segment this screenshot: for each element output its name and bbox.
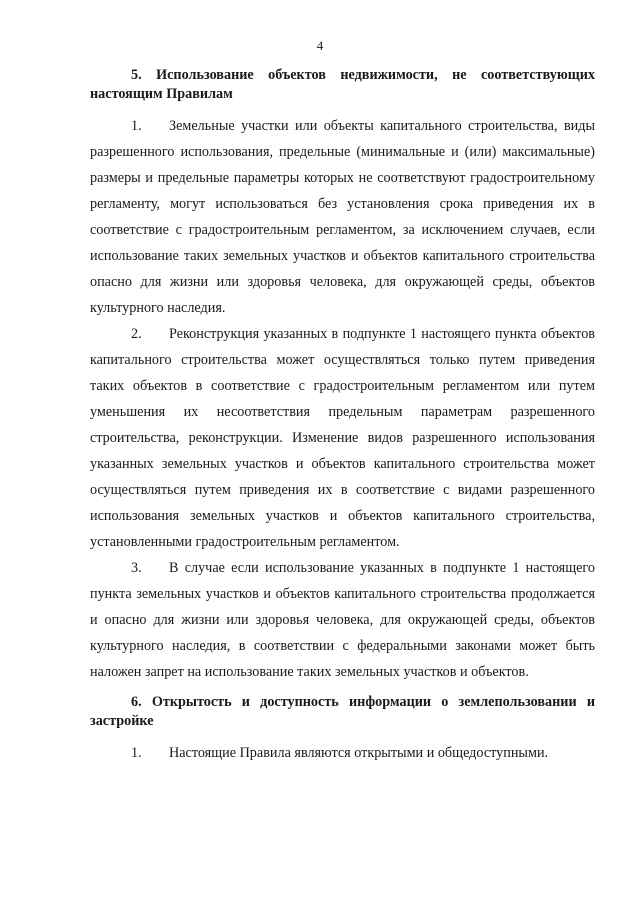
section-5-item-2 [90, 321, 595, 555]
page-number: 4 [316, 38, 324, 53]
item-number: 1. [131, 118, 142, 134]
page-content [90, 66, 595, 766]
item-number: 2. [131, 326, 142, 342]
item-text: Реконструкция указанных в подпункте 1 настоящего пункта объектов капитального строительства может осуществляться только путем приведения таких объектов в соответствие с градостроительным регламентом или путем уменьшения их несоответствия предельным параметрам разрешенного строительства, реконструкции. Изменение видов разрешенного использования указанных земельных участков и объектов капитального строительства может осуществляться путем приведения их в соответствие с видами разрешенного использования земельных участков и объектов капитального строительства, установленными градостроительным регламентом. [90, 326, 595, 550]
section-5-item-3 [90, 555, 595, 685]
section-5-item-1 [90, 113, 595, 321]
item-text: Земельные участки или объекты капитального строительства, виды разрешенного использования, предельные (минимальные и (или) максимальные) размеры и предельные параметры которых не соответствуют градостроительному регламенту, могут использоваться без установления срока приведения их в соответствие с градостроительным регламентом, за исключением случаев, если использование таких земельных участков и объектов капитального строительства опасно для жизни или здоровья человека, для окружающей среды, объектов культурного наследия. [90, 118, 595, 316]
item-text: Настоящие Правила являются открытыми и общедоступными. [169, 745, 549, 761]
section-5-heading: 5. Использование объектов недвижимости, не соответствующих настоящим Правилам [90, 67, 595, 102]
item-number: 3. [131, 560, 142, 576]
section-6-heading: 6. Открытость и доступность информации о землепользовании и застройке [90, 694, 595, 729]
item-text: В случае если использование указанных в подпункте 1 настоящего пункта земельных участков и объектов капитального строительства продолжается и опасно для жизни или здоровья человека, для окружающей среды, объектов культурного наследия, в соответствии с федеральными законами может быть наложен запрет на использование таких земельных участков и объектов. [90, 560, 595, 680]
item-number: 1. [131, 745, 142, 761]
section-6-item-1 [90, 740, 595, 766]
